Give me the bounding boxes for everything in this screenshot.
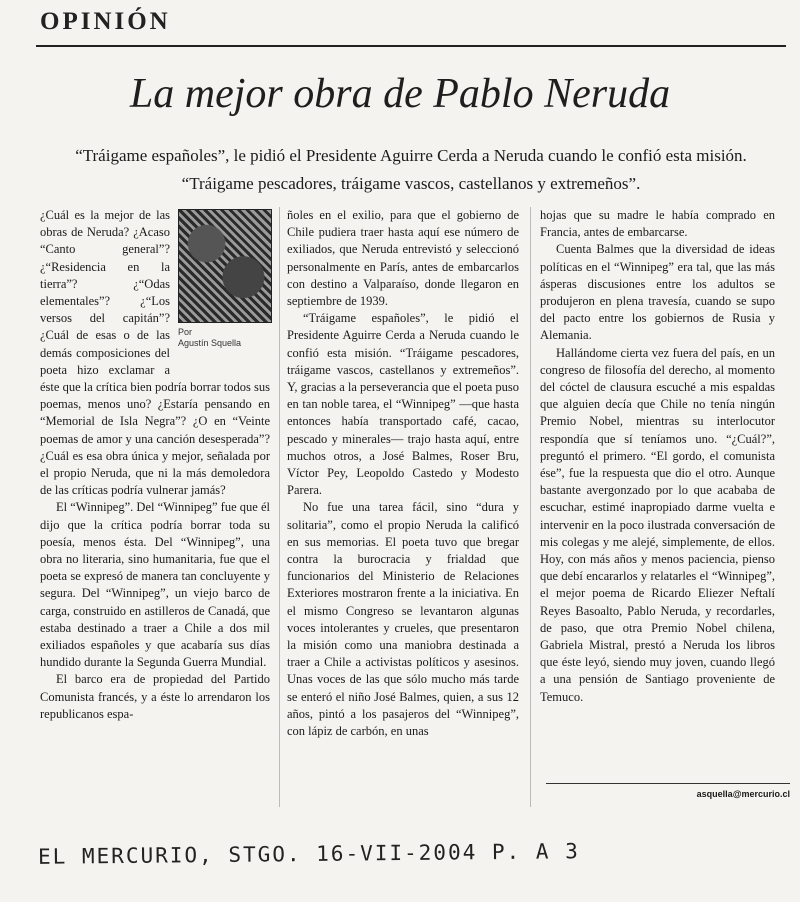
paragraph-text: ¿Cuál es la mejor de las obras de Neruda? ¿Acaso “Canto general”? ¿“Residencia en la tierra”? ¿“Odas elementales”? ¿“Los versos del capitán”? ¿Cuál de esas o de las demás composiciones del poeta hizo exclamar a éste que la crítica bien podría borrar todos sus poemas, menos uno? ¿Estaría pensando en “Memorial de Isla Negra”? ¿O en “Veinte poemas de amor y una canción desesperada”? ¿Cuál es esa obra única y mejor, señalada por el propio Neruda, que ni la más demoledora de las críticas podría vulnerar jamás? <box>40 208 270 498</box>
column-rule-2 <box>530 207 531 807</box>
section-label: OPINIÓN <box>40 8 171 35</box>
column-rule-1 <box>279 207 280 807</box>
author-email: asquella@mercurio.cl <box>546 783 790 799</box>
article-column-1 <box>40 207 270 723</box>
paragraph: El barco era de propiedad del Partido Comunista francés, y a éste lo arrendaron los republicanos espa- <box>40 672 270 721</box>
article-column-3 <box>540 207 775 706</box>
paragraph: hojas que su madre le había comprado en Francia, antes de embarcarse. <box>540 208 775 240</box>
paragraph: El “Winnipeg”. Del “Winnipeg” fue que él dijo que la crítica podría borrar toda su poesía, menos ésta. Del “Winnipeg”, una obra no literaria, sino humanitaria, fue que el poeta se expresó de manera tan concluyente y segura. Del “Winnipeg”, un viejo barco de carga, construido en astilleros de Canadá, que estaba destinado a traer a Chile a dos mil exiliados españoles y que acabaría sus días hundido durante la Segunda Guerra Mundial. <box>40 500 270 670</box>
section-rule <box>36 45 786 47</box>
paragraph: No fue una tarea fácil, sino “dura y solitaria”, como el propio Neruda la calificó en sus memorias. El poeta tuvo que bregar contra la burocracia y frialdad que funcionarios del Ministerio de Relaciones Exteriores mostraron frente a la iniciativa. En el mismo Congreso se levantaron algunas voces intolerantes y crueles, que presentaron la misión como una maniobra destinada a traer a Chile a activistas políticos y asesinos. Unas voces de las que sólo mucho más tarde se enteró el niño José Balmes, quien, a sus 12 años, pintó a los pasajeros del “Winnipeg”, con lápiz de carbón, en unas <box>287 500 519 739</box>
paragraph: ñoles en el exilio, para que el gobierno de Chile pudiera traer hasta aquí ese número de exiliados, que Neruda entrevistó y seleccionó personalmente en París, antes de embarcarlos con destino a Valparaíso, donde llegaron en septiembre de 1939. <box>287 208 519 309</box>
author-photo <box>178 209 272 323</box>
deck: “Tráigame españoles”, le pidió el Presidente Aguirre Cerda a Neruda cuando le confió esta misión. “Tráigame pescadores, tráigame vascos, castellanos y extremeños”. <box>75 146 747 193</box>
photo-caption-line2: Agustín Squella <box>178 338 242 348</box>
handwritten-source-note: EL MERCURIO, STGO. 16-VII-2004 P. A 3 <box>37 839 580 869</box>
article-column-2 <box>287 207 519 740</box>
photo-caption <box>178 327 270 349</box>
photo-caption-line1: Por <box>178 327 193 337</box>
paragraph: Cuenta Balmes que la diversidad de ideas políticas en el “Winnipeg” era tal, que las más ásperas discusiones entre los adultos se produjeron en plena travesía, cuando se supo del pacto entre los gobiernos de Rusia y Alemania. <box>540 242 775 343</box>
headline: La mejor obra de Pablo Neruda <box>129 71 671 117</box>
paragraph: “Tráigame españoles”, le pidió el Presidente Aguirre Cerda a Neruda cuando le confió esta misión. “Tráigame pescadores, tráigame vascos, castellanos y extremeños”. Y, gracias a la perseverancia que el poeta puso en tan noble tarea, el “Winnipeg” —que hasta entonces había transportado café, cacao, pescado y minerales— trajo hasta aquí, entre muchos otros, a José Balmes, Roser Bru, Víctor Pey, Leopoldo Castedo y Modesto Parera. <box>287 311 519 498</box>
photo-block <box>178 209 270 361</box>
paragraph <box>40 207 270 499</box>
paragraph: Hallándome cierta vez fuera del país, en un congreso de filosofía del derecho, al momento del cóctel de clausura escuché a mis espaldas que alguien decía que Chile no tenía ningún Premio Nobel, mientras su interlocutor respondía que sí teníamos uno. “¿Cuál?”, preguntó el primero. “El gordo, el comunista ése”, fue la respuesta que dio el otro. Aunque bastante avergonzado por lo que acababa de escuchar, estimé inapropiado darme vuelta e intervenir en la poco ilustrada conversación de mis colegas y me alejé, simplemente, de ellos. Hoy, con más años y menos paciencia, pienso que debí encararlos y relatarles el “Winnipeg”, el mejor poema de Ricardo Eliezer Neftalí Reyes Basoalto, Pablo Neruda, y recordarles, de paso, que otra Premio Nobel chilena, Gabriela Mistral, prestó a Neruda los libros que éste leyó, siendo muy joven, cuando llegó a una pensión de Santiago proveniente de Temuco. <box>540 345 775 704</box>
